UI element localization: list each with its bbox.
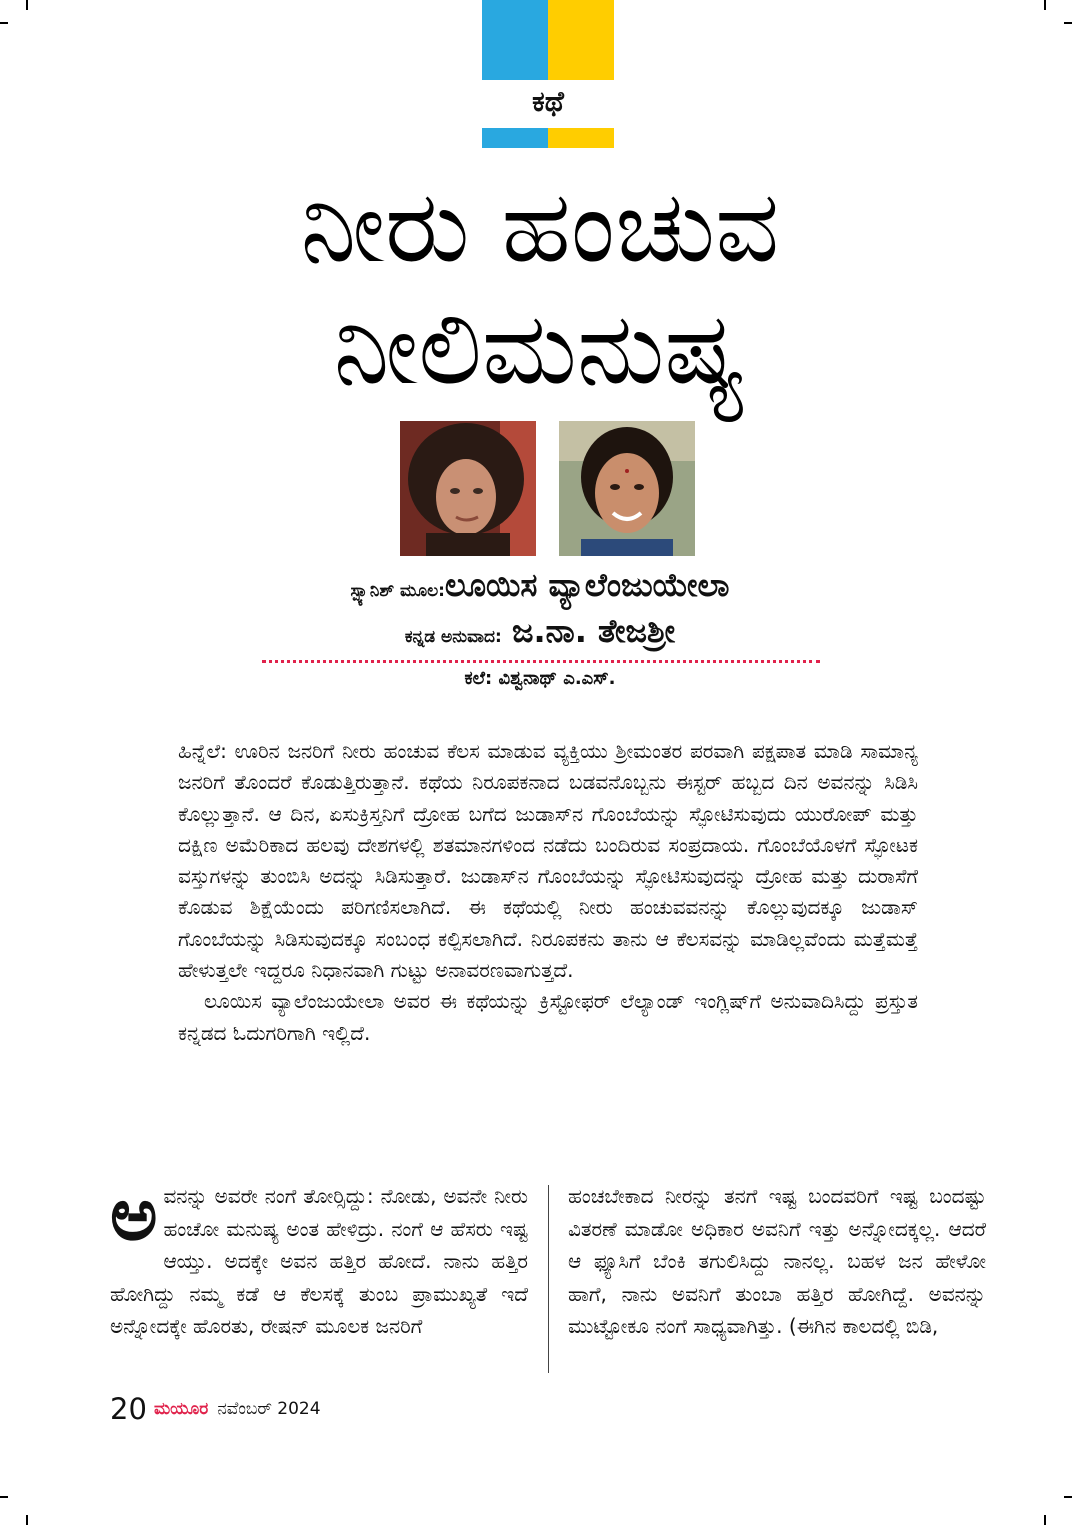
section-color-block-blue <box>482 0 548 80</box>
section-color-bar-blue <box>482 128 548 148</box>
translation-label: ಕನ್ನಡ ಅನುವಾದ: <box>404 627 502 647</box>
section-color-bar-yellow <box>548 128 614 148</box>
intro-paragraph: ಹಿನ್ನೆಲೆ: ಊರಿನ ಜನರಿಗೆ ನೀರು ಹಂಚುವ ಕೆಲಸ ಮಾಡುವ ವ್ಯಕ್ತಿಯು ಶ್ರೀಮಂತರ ಪರವಾಗಿ ಪಕ್ಷಪಾತ ಮಾಡಿ ಸಾಮಾನ್ಯ ಜನರಿಗೆ ತೊಂದರೆ ಕೊಡುತ್ತಿರುತ್ತಾನೆ. ಕಥೆಯ ನಿರೂಪಕನಾದ ಬಡವನೊಬ್ಬನು ಈಸ್ಟರ್ ಹಬ್ಬದ ದಿನ ಅವನನ್ನು ಸಿಡಿಸಿ ಕೊಲ್ಲುತ್ತಾನೆ. ಆ ದಿನ, ಏಸುಕ್ರಿಸ್ತನಿಗೆ ದ್ರೋಹ ಬಗೆದ ಜುಡಾಸ್‌ನ ಗೊಂಬೆಯನ್ನು ಸ್ಫೋಟಿಸುವುದು ಯುರೋಪ್ ಮತ್ತು ದಕ್ಷಿಣ ಅಮೆರಿಕಾದ ಹಲವು ದೇಶಗಳಲ್ಲಿ ಶತಮಾನಗಳಿಂದ ನಡೆದು ಬಂದಿರುವ ಸಂಪ್ರದಾಯ. ಗೊಂಬೆಯೊಳಗೆ ಸ್ಫೋಟಕ ವಸ್ತುಗಳನ್ನು ತುಂಬಿಸಿ ಅದನ್ನು ಸಿಡಿಸುತ್ತಾರೆ. ಜುಡಾಸ್‌ನ ಗೊಂಬೆಯನ್ನು ಸ್ಫೋಟಿಸುವುದನ್ನು ದ್ರೋಹ ಮತ್ತು ದುರಾಸೆಗೆ ಕೊಡುವ ಶಿಕ್ಷೆಯೆಂದು ಪರಿಗಣಿಸಲಾಗಿದೆ. ಈ ಕಥೆಯಲ್ಲಿ ನೀರು ಹಂಚುವವನನ್ನು ಕೊಲ್ಲುವುದಕ್ಕೂ ಜುಡಾಸ್ ಗೊಂಬೆಯನ್ನು ಸಿಡಿಸುವುದಕ್ಕೂ ಸಂಬಂಧ ಕಲ್ಪಿಸಲಾಗಿದೆ. ನಿರೂಪಕನು ತಾನು ಆ ಕೆಲಸವನ್ನು ಮಾಡಿಲ್ಲವೆಂದು ಮತ್ತೆಮತ್ತೆ ಹೇಳುತ್ತಲೇ ಇದ್ದರೂ ನಿಧಾನವಾಗಿ ಗುಟ್ಟು ಅನಾವರಣವಾಗುತ್ತದೆ. <box>178 739 918 983</box>
intro-paragraph: ಲೂಯಿಸ ವ್ಯಾಲೆಂಜುಯೇಲಾ ಅವರ ಈ ಕಥೆಯನ್ನು ಕ್ರಿಸ್ಟೋಫರ್ ಲೆಲ್ಯಾಂಡ್ ಇಂಗ್ಲಿಷ್‌ಗೆ ಅನುವಾದಿಸಿದ್ದು ಪ್ರಸ್ತುತ ಕನ್ನಡದ ಓದುಗರಿಗಾಗಿ ಇಲ್ಲಿದೆ. <box>178 989 918 1045</box>
translator-photo <box>559 421 695 556</box>
story-intro <box>178 736 918 1049</box>
crop-mark <box>1064 1496 1072 1498</box>
body-column-left <box>110 1172 528 1343</box>
source-credit <box>200 566 880 605</box>
section-tag <box>482 0 614 148</box>
source-label: ಸ್ಪ್ಯಾನಿಶ್ ಮೂಲ: <box>350 581 445 601</box>
translator-name: ಜ.ನಾ. ತೇಜಶ್ರೀ <box>511 612 676 650</box>
section-color-block-yellow <box>548 0 614 80</box>
headline-line-1: ನೀರು ಹಂಚುವ <box>300 168 780 285</box>
magazine-logo: ಮಯೂರ <box>154 1399 209 1419</box>
dotted-divider <box>262 660 820 663</box>
body-text: ಹಂಚಬೇಕಾದ ನೀರನ್ನು ತನಗೆ ಇಷ್ಟ ಬಂದವರಿಗೆ ಇಷ್ಟ ಬಂದಷ್ಟು ವಿತರಣೆ ಮಾಡೋ ಅಧಿಕಾರ ಅವನಿಗೆ ಇತ್ತು ಅನ್ನೋದಕ್ಕಲ್ಲ. ಆದರೆ ಆ ಫ್ಯೂಸಿಗೆ ಬೆಂಕಿ ತಗುಲಿಸಿದ್ದು ನಾನಲ್ಲ. ಬಹಳ ಜನ ಹೇಳೋ ಹಾಗೆ, ನಾನು ಅವನಿಗೆ ತುಂಬಾ ಹತ್ತಿರ ಹೋಗಿದ್ದೆ. ಅವನನ್ನು ಮುಟ್ಟೋಕೂ ನಂಗೆ ಸಾಧ್ಯವಾಗಿತ್ತು. (ಈಗಿನ ಕಾಲದಲ್ಲಿ ಬಿಡಿ, <box>568 1184 986 1339</box>
issue-date: ನವೆಂಬರ್ 2024 <box>217 1399 321 1419</box>
author-photo <box>400 421 536 556</box>
crop-mark <box>1044 1515 1046 1525</box>
crop-mark <box>1044 0 1046 10</box>
headline-line-2: ನೀಲಿಮನುಷ್ಯ <box>333 290 747 407</box>
body-column-right <box>568 1180 986 1343</box>
page-footer <box>110 1392 321 1428</box>
page-number: 20 <box>110 1392 147 1426</box>
crop-mark <box>0 1496 8 1498</box>
art-credit: ಕಲೆ: ವಿಶ್ವನಾಥ್ ಎ.ಎಸ್. <box>464 668 616 689</box>
crop-mark <box>0 22 8 24</box>
column-divider <box>548 1185 549 1373</box>
crop-mark <box>1064 22 1072 24</box>
author-name: ಲೂಯಿಸ ವ್ಯಾಲೆಂಜುಯೇಲಾ <box>444 566 730 604</box>
section-label: ಕಥೆ <box>532 85 564 118</box>
crop-mark <box>26 1515 28 1525</box>
crop-mark <box>26 0 28 10</box>
drop-cap: ಅ <box>110 1172 158 1256</box>
body-text: ವನನ್ನು ಅವರೇ ನಂಗೆ ತೋರ್‍ಸಿದ್ದು: ನೋಡು, ಅವನೇ ನೀರು ಹಂಚೋ ಮನುಷ್ಯ ಅಂತ ಹೇಳಿದ್ರು. ನಂಗೆ ಆ ಹೆಸರು ಇಷ್ಟ ಆಯ್ತು. ಅದಕ್ಕೇ ಅವನ ಹತ್ತಿರ ಹೋದೆ. ನಾನು ಹತ್ತಿರ ಹೋಗಿದ್ದು ನಮ್ಮ ಕಡೆ ಆ ಕೆಲಸಕ್ಕೆ ತುಂಬ ಪ್ರಾಮುಖ್ಯತೆ ಇದೆ ಅನ್ನೋದಕ್ಕೇ ಹೊರತು, ರೇಷನ್ ಮೂಲಕ ಜನರಿಗೆ <box>110 1184 528 1339</box>
translation-credit <box>200 612 880 651</box>
